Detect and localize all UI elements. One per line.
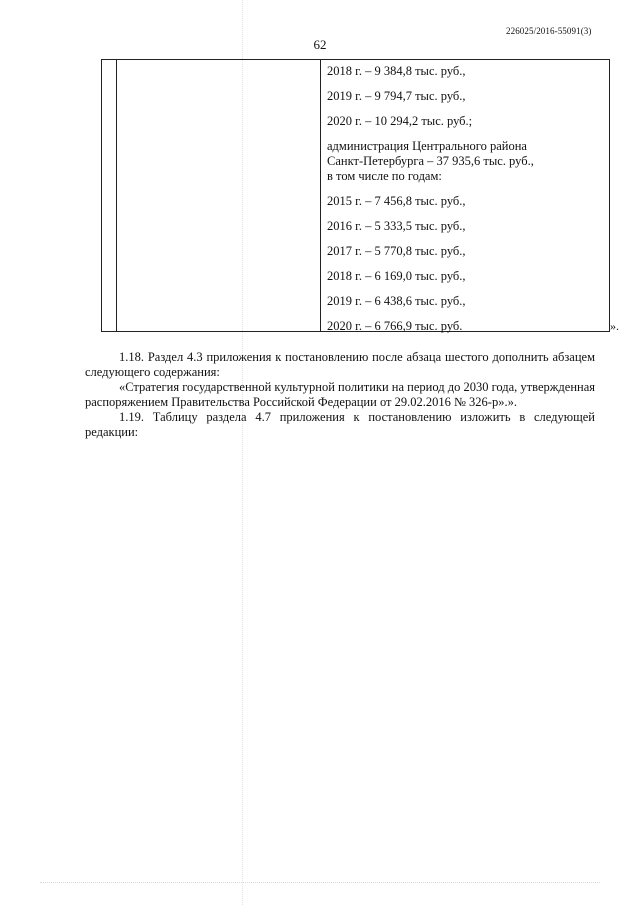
paragraph-1-19: 1.19. Таблицу раздела 4.7 приложения к постановлению изложить в следующей редакции: (85, 410, 595, 439)
table-cell-line (327, 309, 605, 319)
table-cell-financing (327, 64, 605, 334)
table-cell-line: 2019 г. – 9 794,7 тыс. руб., (327, 89, 466, 103)
table-cell-line: 2018 г. – 9 384,8 тыс. руб., (327, 64, 466, 78)
table-cell-line (327, 104, 605, 114)
table-cell-line (327, 284, 605, 294)
table-closing-quote: ». (610, 319, 619, 333)
table-cell-line (327, 209, 605, 219)
table-column-divider-1 (116, 60, 117, 331)
table-cell-line: 2016 г. – 5 333,5 тыс. руб., (327, 219, 466, 233)
table-cell-line (327, 234, 605, 244)
table-cell-line: 2015 г. – 7 456,8 тыс. руб., (327, 194, 466, 208)
table-cell-line: 2017 г. – 5 770,8 тыс. руб., (327, 244, 466, 258)
page-number: 62 (313, 37, 327, 52)
scan-noise-line (40, 882, 600, 883)
table-cell-line: 2019 г. – 6 438,6 тыс. руб., (327, 294, 466, 308)
table-cell-line: 2020 г. – 6 766,9 тыс. руб. (327, 319, 463, 333)
table-cell-line: 2020 г. – 10 294,2 тыс. руб.; (327, 114, 473, 128)
table-cell-line (327, 79, 605, 89)
table-cell-line: администрация Центрального района (327, 139, 527, 153)
table-cell-line (327, 129, 605, 139)
table-column-divider-2 (320, 60, 321, 331)
table-cell-line: Санкт-Петербурга – 37 935,6 тыс. руб., (327, 154, 534, 168)
table-cell-line (327, 184, 605, 194)
document-id: 226025/2016-55091(3) (506, 26, 592, 36)
paragraph-quote: «Стратегия государственной культурной политики на период до 2030 года, утвержденная распоряжением Правительства Российской Федерации от 29.02.2016 № 326-р».». (85, 380, 595, 409)
table-cell-line: 2018 г. – 6 169,0 тыс. руб., (327, 269, 466, 283)
table-cell-line: в том числе по годам: (327, 169, 442, 183)
table-cell-line (327, 259, 605, 269)
budget-table (101, 59, 610, 332)
document-body (85, 350, 595, 440)
paragraph-1-18: 1.18. Раздел 4.3 приложения к постановлению после абзаца шестого дополнить абзацем следующего содержания: (85, 350, 595, 379)
